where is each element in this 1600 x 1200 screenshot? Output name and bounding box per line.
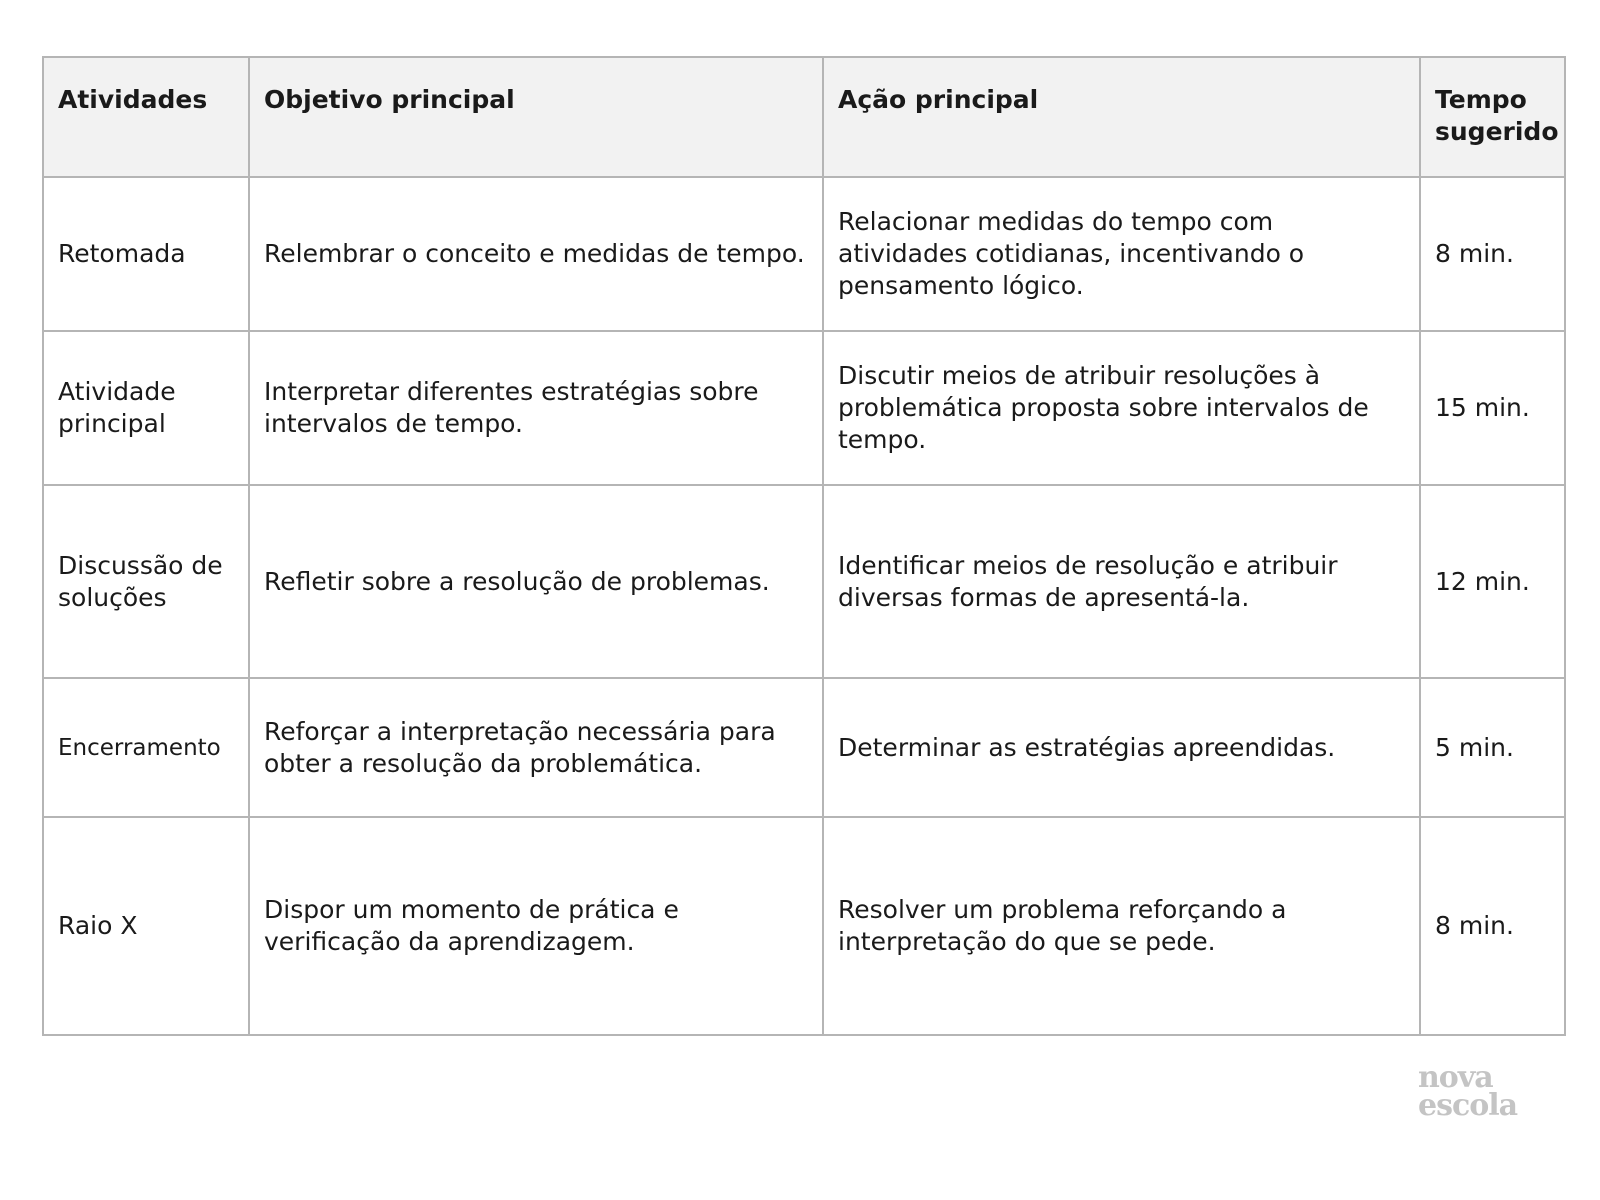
cell-time: 8 min. bbox=[1420, 177, 1565, 331]
header-tempo: Tempo sugerido bbox=[1420, 57, 1565, 177]
cell-action: Resolver um problema reforçando a interpretação do que se pede. bbox=[823, 817, 1420, 1035]
nova-escola-logo bbox=[1418, 1060, 1518, 1123]
cell-action: Determinar as estratégias apreendidas. bbox=[823, 678, 1420, 817]
cell-time: 5 min. bbox=[1420, 678, 1565, 817]
header-acao: Ação principal bbox=[823, 57, 1420, 177]
logo-line-2: escola bbox=[1418, 1088, 1518, 1123]
cell-activity: Atividade principal bbox=[43, 331, 249, 485]
cell-time: 12 min. bbox=[1420, 485, 1565, 678]
cell-activity: Raio X bbox=[43, 817, 249, 1035]
cell-objective: Reforçar a interpretação necessária para obter a resolução da problemática. bbox=[249, 678, 823, 817]
cell-objective: Interpretar diferentes estratégias sobre intervalos de tempo. bbox=[249, 331, 823, 485]
header-row bbox=[43, 57, 1565, 177]
cell-time: 15 min. bbox=[1420, 331, 1565, 485]
cell-time: 8 min. bbox=[1420, 817, 1565, 1035]
header-atividades: Atividades bbox=[43, 57, 249, 177]
lesson-plan-table bbox=[42, 56, 1566, 1036]
header-objetivo: Objetivo principal bbox=[249, 57, 823, 177]
cell-activity: Encerramento bbox=[43, 678, 249, 817]
cell-action: Identificar meios de resolução e atribuir diversas formas de apresentá-la. bbox=[823, 485, 1420, 678]
table-row bbox=[43, 177, 1565, 331]
cell-objective: Relembrar o conceito e medidas de tempo. bbox=[249, 177, 823, 331]
table-row bbox=[43, 485, 1565, 678]
table-row bbox=[43, 331, 1565, 485]
cell-activity: Retomada bbox=[43, 177, 249, 331]
cell-objective: Dispor um momento de prática e verificação da aprendizagem. bbox=[249, 817, 823, 1035]
table-row bbox=[43, 678, 1565, 817]
table-row bbox=[43, 817, 1565, 1035]
cell-activity: Discussão de soluções bbox=[43, 485, 249, 678]
cell-action: Discutir meios de atribuir resoluções à problemática proposta sobre intervalos de tempo. bbox=[823, 331, 1420, 485]
logo-line-1: nova bbox=[1418, 1060, 1493, 1095]
cell-objective: Refletir sobre a resolução de problemas. bbox=[249, 485, 823, 678]
cell-action: Relacionar medidas do tempo com atividades cotidianas, incentivando o pensamento lógico. bbox=[823, 177, 1420, 331]
